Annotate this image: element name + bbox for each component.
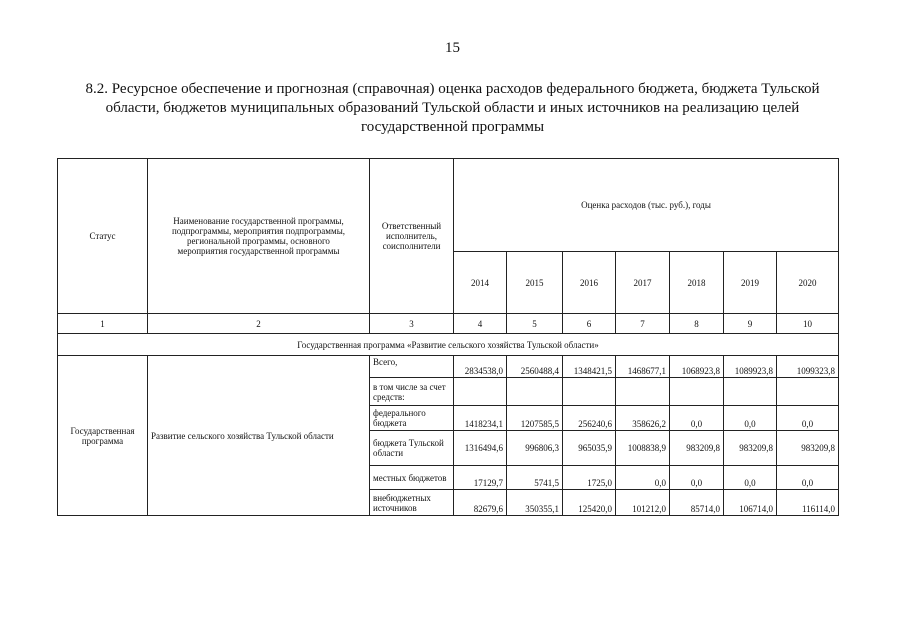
page-number: 15 bbox=[445, 40, 460, 56]
value-cell: 1725,0 bbox=[563, 466, 616, 490]
value-cell bbox=[777, 378, 839, 406]
value-cell: 0,0 bbox=[724, 406, 777, 431]
header-year: 2019 bbox=[724, 252, 777, 314]
column-number: 8 bbox=[670, 314, 724, 334]
value-cell: 0,0 bbox=[777, 406, 839, 431]
value-cell: 1316494,6 bbox=[454, 431, 507, 466]
column-number: 2 bbox=[148, 314, 370, 334]
header-status: Статус bbox=[58, 159, 148, 314]
value-cell: 2560488,4 bbox=[507, 356, 563, 378]
column-number: 3 bbox=[370, 314, 454, 334]
document-title: 8.2. Ресурсное обеспечение и прогнозная (справочная) оценка расходов федерального бюджета, бюджета Тульской области, бюджетов муниципальных образований Тульской области и иных источников на реализацию целей государственной программы bbox=[85, 81, 820, 135]
row-label: федерального бюджета bbox=[370, 406, 454, 431]
table-row bbox=[58, 356, 839, 378]
value-cell: 125420,0 bbox=[563, 490, 616, 516]
program-name-cell: Развитие сельского хозяйства Тульской области bbox=[148, 356, 370, 516]
value-cell: 116114,0 bbox=[777, 490, 839, 516]
value-cell: 965035,9 bbox=[563, 431, 616, 466]
value-cell: 101212,0 bbox=[616, 490, 670, 516]
value-cell bbox=[507, 378, 563, 406]
value-cell: 85714,0 bbox=[670, 490, 724, 516]
value-cell: 1418234,1 bbox=[454, 406, 507, 431]
value-cell bbox=[454, 378, 507, 406]
value-cell: 983209,8 bbox=[670, 431, 724, 466]
header-year: 2018 bbox=[670, 252, 724, 314]
value-cell bbox=[670, 378, 724, 406]
header-year: 2017 bbox=[616, 252, 670, 314]
value-cell: 1068923,8 bbox=[670, 356, 724, 378]
value-cell: 82679,6 bbox=[454, 490, 507, 516]
header-year: 2020 bbox=[777, 252, 839, 314]
header-year: 2015 bbox=[507, 252, 563, 314]
value-cell: 0,0 bbox=[670, 406, 724, 431]
value-cell: 0,0 bbox=[670, 466, 724, 490]
column-number: 5 bbox=[507, 314, 563, 334]
row-label: бюджета Тульской области bbox=[370, 431, 454, 466]
value-cell: 0,0 bbox=[777, 466, 839, 490]
value-cell: 358626,2 bbox=[616, 406, 670, 431]
value-cell bbox=[724, 378, 777, 406]
value-cell: 0,0 bbox=[616, 466, 670, 490]
value-cell: 1099323,8 bbox=[777, 356, 839, 378]
header-estimate: Оценка расходов (тыс. руб.), годы bbox=[454, 159, 839, 252]
value-cell bbox=[616, 378, 670, 406]
value-cell: 983209,8 bbox=[724, 431, 777, 466]
column-number: 6 bbox=[563, 314, 616, 334]
row-label: в том числе за счет средств: bbox=[370, 378, 454, 406]
value-cell: 256240,6 bbox=[563, 406, 616, 431]
value-cell: 983209,8 bbox=[777, 431, 839, 466]
value-cell: 350355,1 bbox=[507, 490, 563, 516]
header-year: 2014 bbox=[454, 252, 507, 314]
header-year: 2016 bbox=[563, 252, 616, 314]
value-cell: 996806,3 bbox=[507, 431, 563, 466]
column-number: 7 bbox=[616, 314, 670, 334]
value-cell: 106714,0 bbox=[724, 490, 777, 516]
value-cell: 1089923,8 bbox=[724, 356, 777, 378]
column-number: 10 bbox=[777, 314, 839, 334]
value-cell: 5741,5 bbox=[507, 466, 563, 490]
value-cell: 17129,7 bbox=[454, 466, 507, 490]
value-cell: 1348421,5 bbox=[563, 356, 616, 378]
value-cell: 0,0 bbox=[724, 466, 777, 490]
column-number: 1 bbox=[58, 314, 148, 334]
status-cell: Государственная программа bbox=[58, 356, 148, 516]
header-executor: Ответственный исполнитель, соисполнители bbox=[370, 159, 454, 314]
column-number: 4 bbox=[454, 314, 507, 334]
row-label: внебюджетных источников bbox=[370, 490, 454, 516]
value-cell: 1468677,1 bbox=[616, 356, 670, 378]
value-cell: 1008838,9 bbox=[616, 431, 670, 466]
column-number: 9 bbox=[724, 314, 777, 334]
row-label: Всего, bbox=[370, 356, 454, 378]
value-cell: 1207585,5 bbox=[507, 406, 563, 431]
resource-table bbox=[57, 158, 839, 516]
header-name: Наименование государственной программы, подпрограммы, мероприятия подпрограммы, региональной программы, основного мероприятия государственной программы bbox=[148, 159, 370, 314]
value-cell: 2834538,0 bbox=[454, 356, 507, 378]
value-cell bbox=[563, 378, 616, 406]
row-label: местных бюджетов bbox=[370, 466, 454, 490]
section-title: Государственная программа «Развитие сельского хозяйства Тульской области» bbox=[58, 334, 839, 356]
